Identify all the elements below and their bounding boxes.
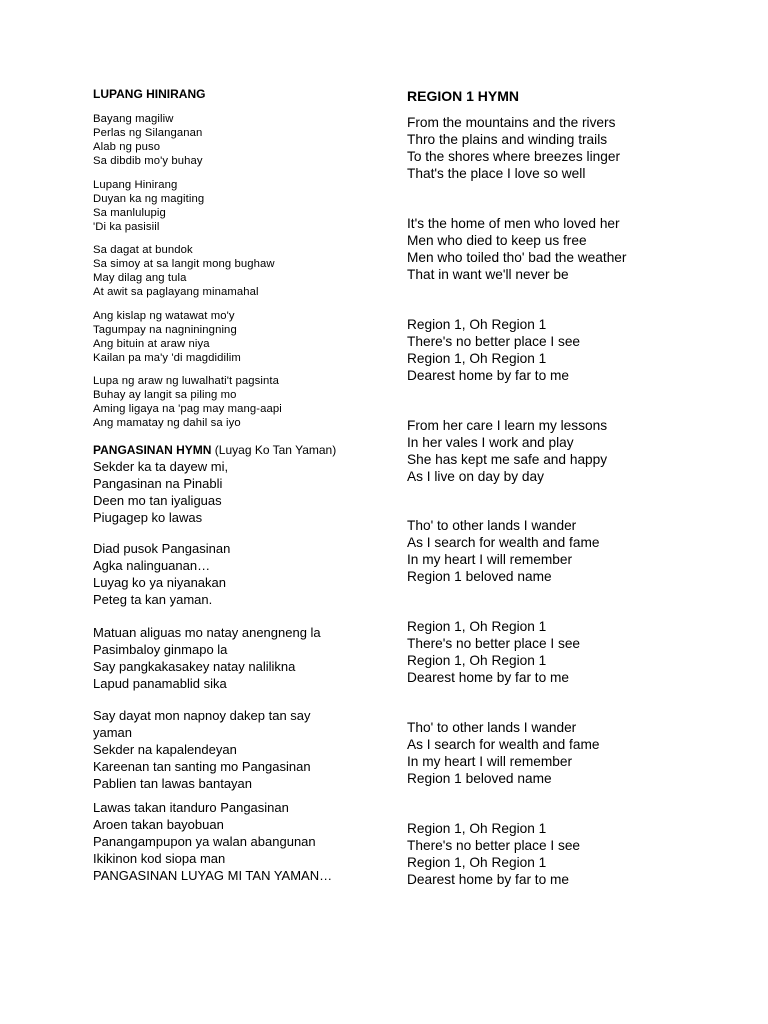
lyric-line: Ikikinon kod siopa man	[93, 850, 226, 866]
pangasinan-hymn-subtitle: (Luyag Ko Tan Yaman)	[214, 443, 337, 457]
r1-stanza-1	[407, 115, 620, 183]
lyric-line: That in want we'll never be	[407, 266, 569, 282]
lyric-line: Lupa ng araw ng luwalhati't pagsinta	[93, 375, 280, 387]
r1-chorus-1	[407, 317, 580, 385]
lyric-line: In her vales I work and play	[407, 434, 574, 450]
lyric-line: Perlas ng Silanganan	[93, 126, 203, 139]
lyric-line: Region 1, Oh Region 1	[407, 854, 547, 870]
region1-hymn-title: REGION 1 HYMN	[407, 88, 520, 104]
r1-stanza-5	[407, 720, 599, 788]
lyric-line: Sa dibdib mo'y buhay	[93, 154, 203, 167]
lyric-line: Tagumpay na nagniningning	[93, 323, 237, 336]
lh-stanza-1	[93, 113, 203, 169]
lyric-line: Region 1, Oh Region 1	[407, 652, 547, 668]
pangasinan-hymn-title	[93, 443, 336, 457]
lyric-line: Kareenan tan santing mo Pangasinan	[93, 758, 311, 774]
lyric-line: Ang bituin at araw niya	[93, 337, 210, 350]
lyric-line: As I search for wealth and fame	[407, 736, 600, 752]
lupang-hinirang-title: LUPANG HINIRANG	[93, 87, 206, 101]
lyric-line: Aroen takan bayobuan	[93, 816, 224, 832]
lyric-line: Bayang magiliw	[93, 113, 174, 125]
lyric-line: Aming ligaya na 'pag may mang-aapi	[93, 402, 282, 415]
lyric-line: Thro the plains and winding trails	[407, 131, 608, 147]
pangasinan-hymn-title-main: PANGASINAN HYMN	[93, 443, 212, 457]
r1-stanza-4	[407, 518, 599, 586]
lh-stanza-2	[93, 179, 204, 235]
ph-stanza-1	[93, 459, 228, 527]
lyric-line: In my heart I will remember	[407, 753, 573, 769]
lyric-line: Region 1, Oh Region 1	[407, 619, 547, 634]
lyric-line: Pablien tan lawas bantayan	[93, 775, 253, 791]
lyric-line: Pasimbaloy ginmapo la	[93, 641, 228, 657]
lyric-line: Duyan ka ng magiting	[93, 192, 205, 205]
lyric-line: Region 1, Oh Region 1	[407, 350, 547, 366]
lyric-line: Region 1 beloved name	[407, 568, 552, 584]
ph-stanza-5	[93, 800, 332, 885]
lyric-line: There's no better place I see	[407, 635, 581, 651]
lyric-line: Deen mo tan iyaliguas	[93, 492, 222, 508]
lh-stanza-4	[93, 310, 241, 366]
lyric-line: It's the home of men who loved her	[407, 216, 620, 231]
lyric-line: yaman	[93, 724, 133, 740]
lyric-line: Sa dagat at bundok	[93, 244, 193, 256]
lyric-line: May dilag ang tula	[93, 271, 187, 284]
lh-stanza-3	[93, 244, 275, 300]
lyric-line: 'Di ka pasisiil	[93, 220, 160, 233]
lyric-line: Sekder na kapalendeyan	[93, 741, 237, 757]
r1-chorus-3	[407, 821, 580, 889]
lyric-line: Men who died to keep us free	[407, 232, 587, 248]
lyric-line: Diad pusok Pangasinan	[93, 541, 231, 556]
lyric-line: Piugagep ko lawas	[93, 509, 203, 525]
lyric-line: Lapud panamablid sika	[93, 675, 227, 691]
lyric-line: From the mountains and the rivers	[407, 115, 616, 130]
lyric-line: Say dayat mon napnoy dakep tan say	[93, 708, 311, 723]
lyric-line: Sekder ka ta dayew mi,	[93, 459, 229, 474]
lyric-line: Pangasinan na Pinabli	[93, 475, 223, 491]
lyric-line: There's no better place I see	[407, 333, 581, 349]
lyric-line: As I search for wealth and fame	[407, 534, 600, 550]
r1-stanza-2	[407, 216, 626, 284]
ph-stanza-3	[93, 625, 321, 693]
ph-stanza-2	[93, 541, 230, 609]
lyric-line: Lawas takan itanduro Pangasinan	[93, 800, 289, 815]
lh-stanza-5	[93, 375, 282, 431]
lyric-line: Sa simoy at sa langit mong bughaw	[93, 257, 275, 270]
lyric-line: As I live on day by day	[407, 468, 544, 484]
lyric-line: Luyag ko ya niyanakan	[93, 574, 226, 590]
lyric-line: Men who toiled tho' bad the weather	[407, 249, 627, 265]
ph-stanza-4	[93, 708, 311, 793]
lyric-line: That's the place I love so well	[407, 165, 586, 181]
lyric-line: There's no better place I see	[407, 837, 581, 853]
lyric-line: From her care I learn my lessons	[407, 418, 608, 433]
lyric-line: Tho' to other lands I wander	[407, 720, 577, 735]
lyric-line: Matuan aliguas mo natay anengneng la	[93, 625, 321, 640]
lyric-line: Agka nalinguanan…	[93, 557, 211, 573]
lyric-line: Tho' to other lands I wander	[407, 518, 577, 533]
lyric-line: Buhay ay langit sa piling mo	[93, 388, 237, 401]
lyric-line: Kailan pa ma'y 'di magdidilim	[93, 351, 241, 364]
lyric-line: Panangampupon ya walan abangunan	[93, 833, 316, 849]
lyric-line: At awit sa paglayang minamahal	[93, 285, 259, 298]
lyric-line: To the shores where breezes linger	[407, 148, 621, 164]
lyric-line: Region 1 beloved name	[407, 770, 552, 786]
r1-chorus-2	[407, 619, 580, 687]
lyric-line: Ang kislap ng watawat mo'y	[93, 310, 235, 322]
lyric-line: Region 1, Oh Region 1	[407, 821, 547, 836]
lyric-line: Alab ng puso	[93, 140, 161, 153]
lyric-line: Sa manlulupig	[93, 206, 166, 219]
lyric-line: Region 1, Oh Region 1	[407, 317, 547, 332]
r1-stanza-3	[407, 418, 607, 486]
lyric-line: Lupang Hinirang	[93, 179, 178, 191]
lyric-line: Dearest home by far to me	[407, 367, 570, 383]
lyric-line: Say pangkakasakey natay nalilikna	[93, 658, 296, 674]
lyric-line: Peteg ta kan yaman.	[93, 591, 213, 607]
lyric-line: In my heart I will remember	[407, 551, 573, 567]
lyric-line: She has kept me safe and happy	[407, 451, 608, 467]
lyric-line: Dearest home by far to me	[407, 669, 570, 685]
lyric-line: Dearest home by far to me	[407, 871, 570, 887]
lyric-line: Ang mamatay ng dahil sa iyo	[93, 416, 241, 429]
lyric-line: PANGASINAN LUYAG MI TAN YAMAN…	[93, 867, 333, 883]
